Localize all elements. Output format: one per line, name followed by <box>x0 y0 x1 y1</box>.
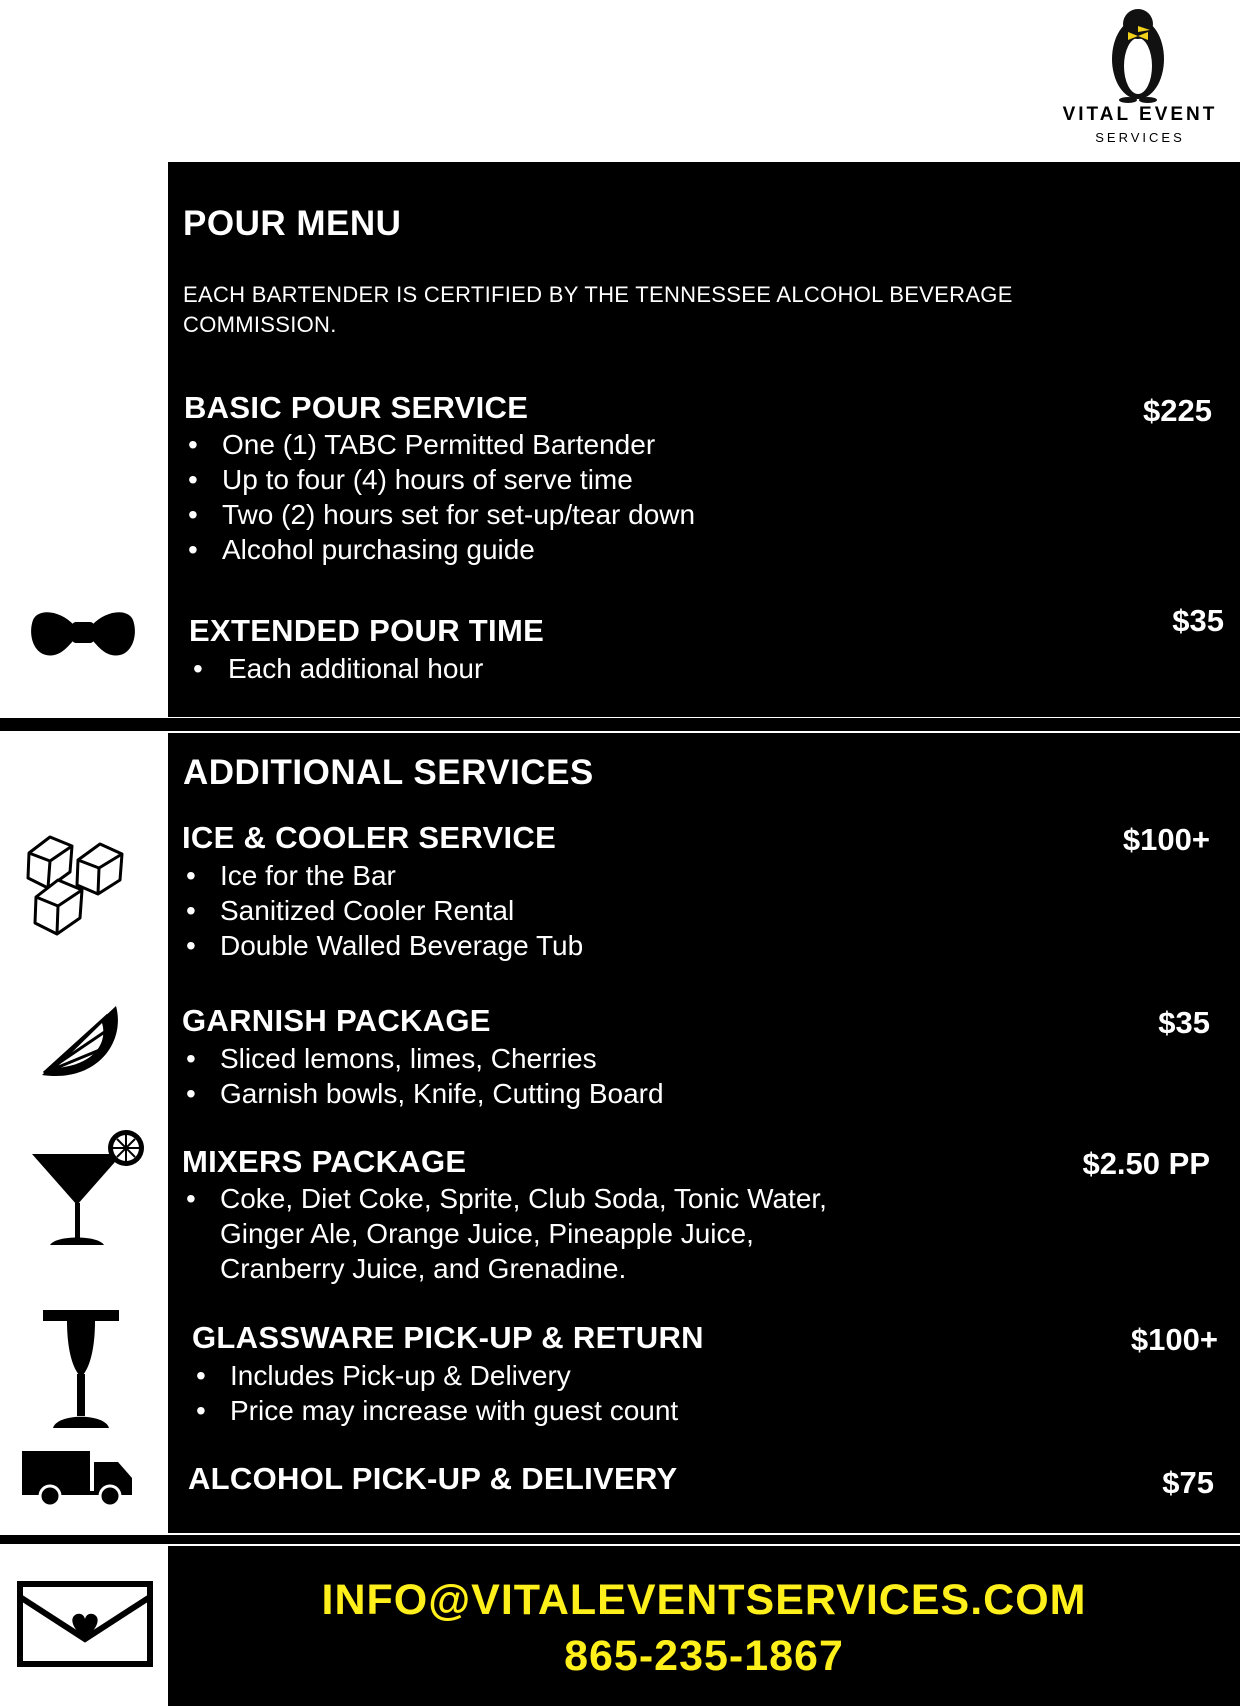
penguin-logo-icon <box>1102 4 1174 104</box>
garnish-title: GARNISH PACKAGE <box>182 1003 491 1038</box>
mixers-price: $2.50 PP <box>1082 1146 1210 1181</box>
glassware-price: $100+ <box>1130 1322 1218 1357</box>
basic-pour-list <box>184 427 984 567</box>
brand-tagline: SERVICES <box>1095 130 1185 145</box>
margarita-glass-icon <box>43 1310 119 1430</box>
additional-divider <box>0 1535 1240 1544</box>
contact-phone[interactable]: 865-235-1867 <box>564 1632 844 1680</box>
garnish-price: $35 <box>1158 1005 1210 1040</box>
list-item: • Includes Pick-up & Delivery <box>192 1358 992 1393</box>
mixers-title: MIXERS PACKAGE <box>182 1144 467 1179</box>
glassware-title: GLASSWARE PICK-UP & RETURN <box>192 1320 704 1355</box>
mixers-list <box>182 1181 882 1286</box>
garnish-list <box>182 1041 982 1111</box>
list-item: • Price may increase with guest count <box>192 1393 992 1428</box>
extended-pour-price: $35 <box>1172 603 1224 638</box>
list-item: • One (1) TABC Permitted Bartender <box>184 427 984 462</box>
extended-pour-title: EXTENDED POUR TIME <box>189 613 545 648</box>
basic-pour-title: BASIC POUR SERVICE <box>184 390 529 425</box>
envelope-heart-icon <box>17 1581 153 1667</box>
additional-services-title: ADDITIONAL SERVICES <box>183 753 594 792</box>
glassware-list <box>192 1358 992 1428</box>
alcohol-delivery-title: ALCOHOL PICK-UP & DELIVERY <box>188 1461 678 1496</box>
ice-cubes-icon <box>22 832 134 942</box>
list-item: • Coke, Diet Coke, Sprite, Club Soda, Tonic Water, Ginger Ale, Orange Juice, Pineapple Juice, Cranberry Juice, and Grenadine. <box>182 1181 882 1286</box>
list-item: • Sliced lemons, limes, Cherries <box>182 1041 982 1076</box>
certification-note: EACH BARTENDER IS CERTIFIED BY THE TENNESSEE ALCOHOL BEVERAGE COMMISSION. <box>183 282 1013 337</box>
lime-slice-icon <box>36 1003 122 1085</box>
list-item: • Each additional hour <box>189 651 889 686</box>
list-item: • Double Walled Beverage Tub <box>182 928 982 963</box>
delivery-truck-icon <box>22 1446 142 1506</box>
list-item: • Garnish bowls, Knife, Cutting Board <box>182 1076 982 1111</box>
list-item: • Sanitized Cooler Rental <box>182 893 982 928</box>
list-item: • Up to four (4) hours of serve time <box>184 462 984 497</box>
pour-menu-divider <box>0 718 1240 731</box>
ice-cooler-price: $100+ <box>1122 822 1210 857</box>
pour-menu-title: POUR MENU <box>183 204 402 243</box>
basic-pour-price: $225 <box>1143 393 1212 428</box>
brand-name: VITAL EVENT <box>1062 104 1218 125</box>
ice-cooler-title: ICE & COOLER SERVICE <box>182 820 557 855</box>
list-item: • Ice for the Bar <box>182 858 982 893</box>
extended-pour-list <box>189 651 889 686</box>
list-item: • Alcohol purchasing guide <box>184 532 984 567</box>
list-item: • Two (2) hours set for set-up/tear down <box>184 497 984 532</box>
martini-glass-icon <box>28 1127 148 1251</box>
contact-email[interactable]: INFO@VITALEVENTSERVICES.COM <box>321 1576 1087 1624</box>
alcohol-delivery-price: $75 <box>1162 1465 1214 1500</box>
contact-panel <box>168 1546 1240 1706</box>
brand-logo <box>1040 4 1240 154</box>
bow-tie-icon <box>30 608 136 658</box>
ice-cooler-list <box>182 858 982 963</box>
